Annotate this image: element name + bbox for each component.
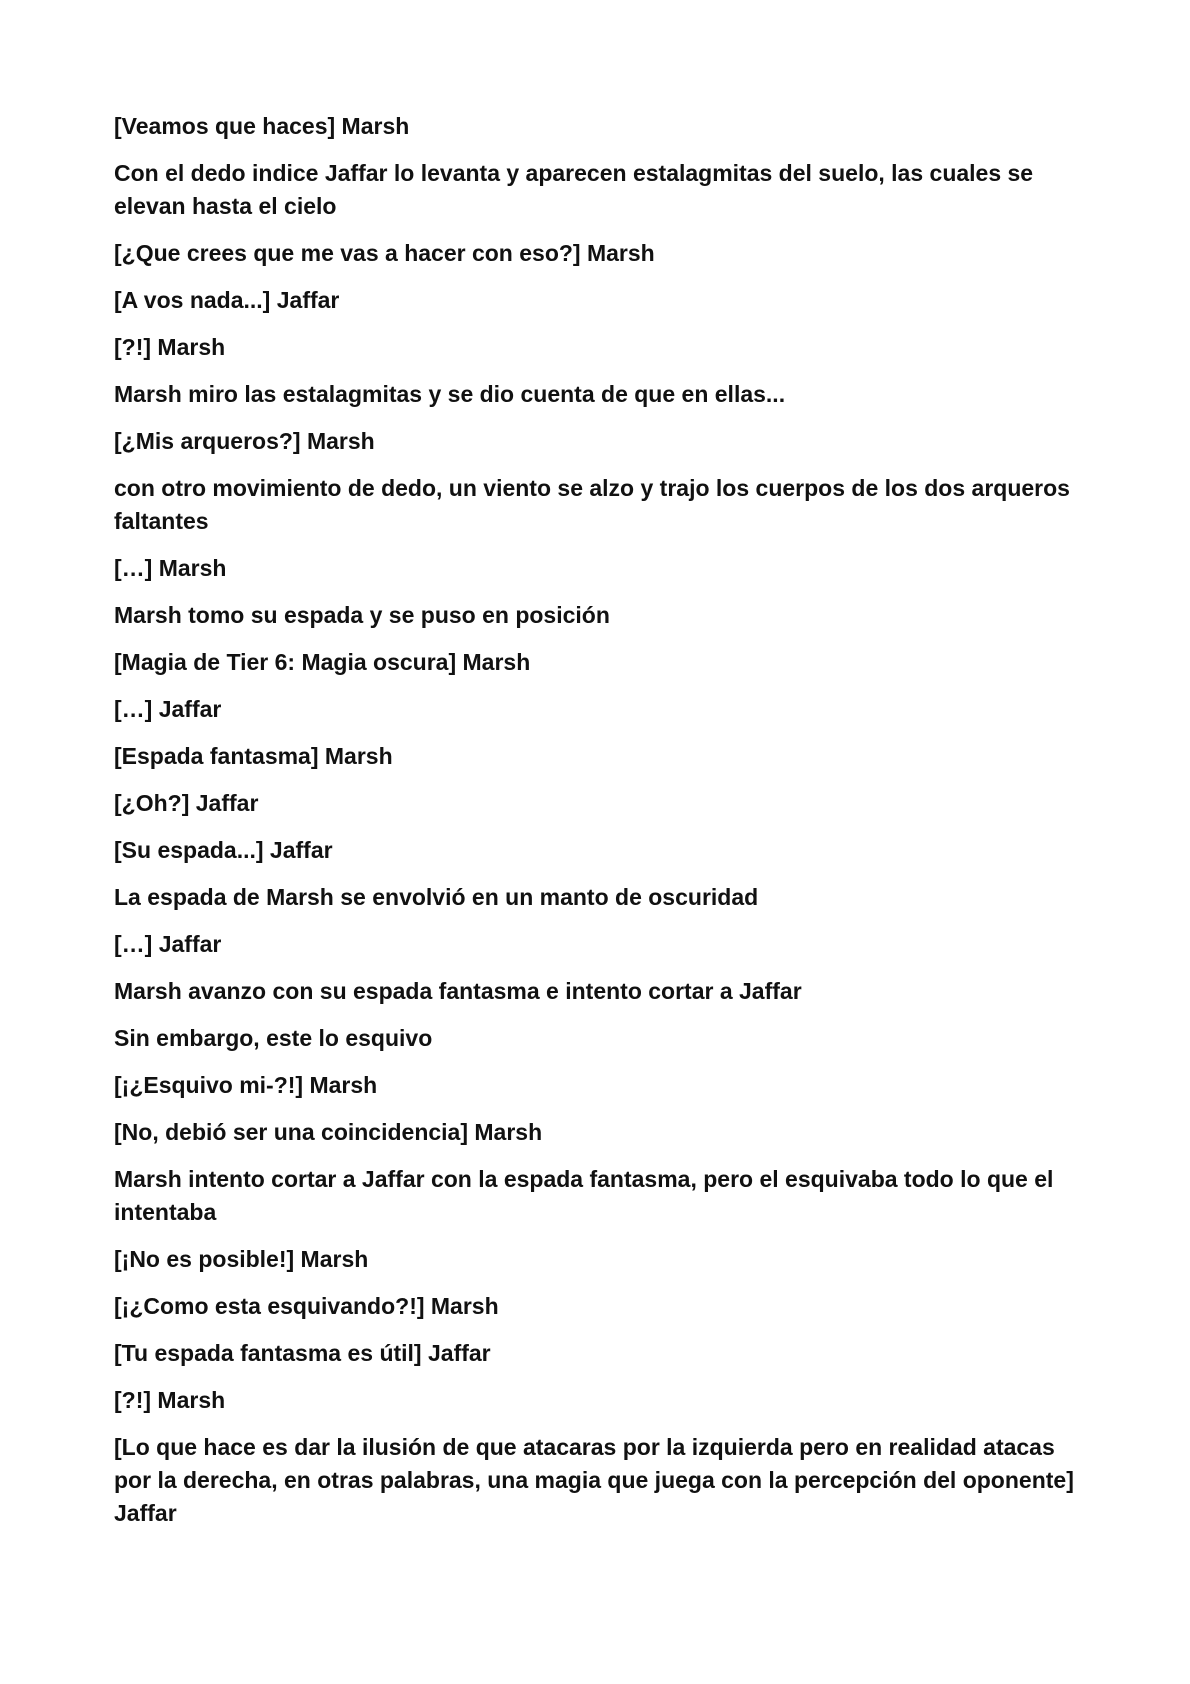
paragraph: Marsh intento cortar a Jaffar con la espada fantasma, pero el esquivaba todo lo que el intentaba [114,1166,1054,1225]
paragraph: […] Jaffar [114,931,222,957]
paragraph: [¡¿Como esta esquivando?!] Marsh [114,1293,499,1319]
paragraph: [¡No es posible!] Marsh [114,1246,369,1272]
paragraph: [Magia de Tier 6: Magia oscura] Marsh [114,649,531,675]
paragraph: [Veamos que haces] Marsh [114,113,410,139]
paragraph: [¿Mis arqueros?] Marsh [114,428,375,454]
paragraph: [¡¿Esquivo mi-?!] Marsh [114,1072,378,1098]
paragraph: [¿Oh?] Jaffar [114,790,259,816]
paragraph: [?!] Marsh [114,1387,226,1413]
paragraph: Marsh miro las estalagmitas y se dio cuenta de que en ellas... [114,381,786,407]
paragraph: con otro movimiento de dedo, un viento se alzo y trajo los cuerpos de los dos arqueros faltantes [114,475,1070,534]
document-body [114,110,1084,1544]
paragraph: […] Jaffar [114,696,222,722]
paragraph: [Tu espada fantasma es útil] Jaffar [114,1340,491,1366]
paragraph: […] Marsh [114,555,227,581]
paragraph: [No, debió ser una coincidencia] Marsh [114,1119,543,1145]
paragraph: [?!] Marsh [114,334,226,360]
paragraph: [¿Que crees que me vas a hacer con eso?] Marsh [114,240,655,266]
paragraph: Marsh tomo su espada y se puso en posición [114,602,610,628]
paragraph: [A vos nada...] Jaffar [114,287,340,313]
paragraph: La espada de Marsh se envolvió en un manto de oscuridad [114,884,759,910]
paragraph: Con el dedo indice Jaffar lo levanta y aparecen estalagmitas del suelo, las cuales se elevan hasta el cielo [114,160,1034,219]
paragraph: [Lo que hace es dar la ilusión de que atacaras por la izquierda pero en realidad atacas por la derecha, en otras palabras, una magia que juega con la percepción del oponente] Jaffar [114,1434,1074,1526]
paragraph: Marsh avanzo con su espada fantasma e intento cortar a Jaffar [114,978,802,1004]
paragraph: Sin embargo, este lo esquivo [114,1025,433,1051]
paragraph: [Espada fantasma] Marsh [114,743,393,769]
paragraph: [Su espada...] Jaffar [114,837,333,863]
